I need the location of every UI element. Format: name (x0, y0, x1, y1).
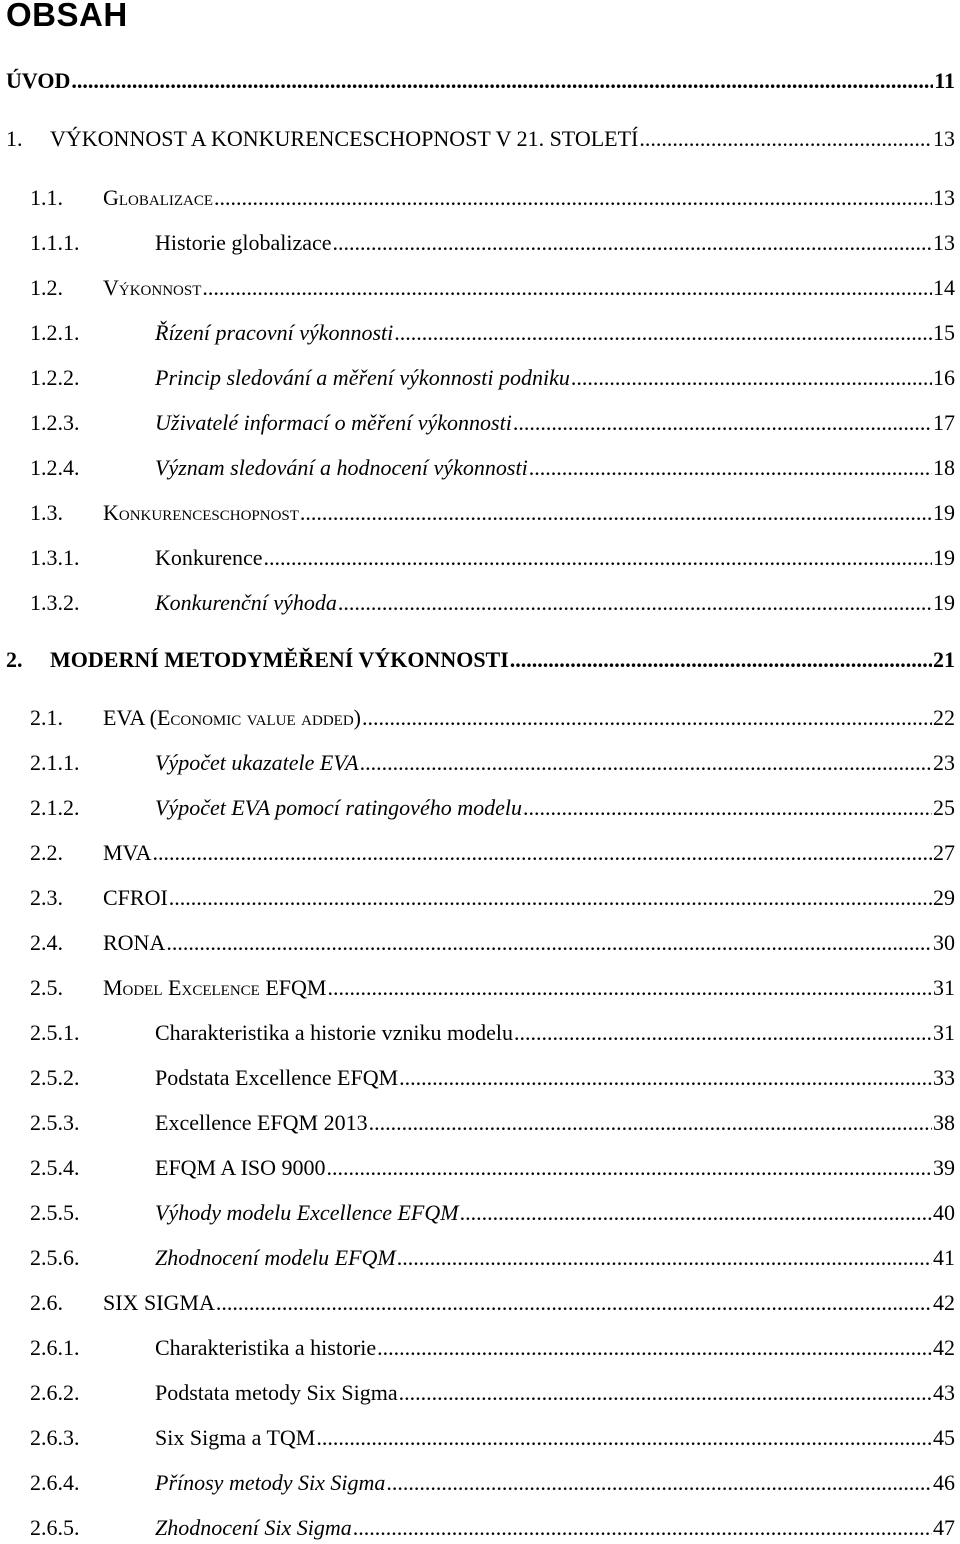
toc-entry-page: 15 (933, 320, 955, 345)
toc-leader-dots (523, 793, 932, 823)
toc-entry-number: 2.1.1. (30, 750, 80, 775)
toc-entry-title: RONA (103, 930, 166, 955)
toc-entry-number: 2.5. (30, 975, 63, 1000)
toc-entry-page: 43 (933, 1380, 955, 1405)
toc-entry-title: Six Sigma a TQM (155, 1425, 316, 1450)
toc-entry[interactable] (6, 66, 955, 96)
toc-entry-number: 1.2.4. (30, 455, 80, 480)
toc-entry-page: 21 (933, 647, 955, 672)
toc-leader-dots (216, 1288, 932, 1318)
toc-entry-title: Zhodnocení modelu EFQM (155, 1245, 396, 1270)
toc-entry-title: Řízení pracovní výkonnosti (155, 320, 394, 345)
toc-entry-title: Výhody modelu Excellence EFQM (155, 1200, 459, 1225)
toc-entry-number: 2.5.3. (30, 1110, 80, 1135)
toc-entry-page: 22 (933, 705, 955, 730)
toc-entry-page: 19 (933, 590, 955, 615)
toc-entry-page: 18 (933, 455, 955, 480)
toc-entry-title: Konkurenceschopnost (103, 500, 299, 525)
toc-entry-page: 33 (933, 1065, 955, 1090)
toc-entry-title: Charakteristika a historie vzniku modelu (155, 1020, 514, 1045)
toc-entry-number: 2.6.2. (30, 1380, 80, 1405)
toc-entry-number: 2.5.6. (30, 1245, 80, 1270)
toc-entry-page: 13 (933, 230, 955, 255)
toc-leader-dots (316, 1423, 932, 1453)
toc-leader-dots (639, 124, 932, 154)
toc-leader-dots (571, 363, 932, 393)
toc-leader-dots (369, 1108, 932, 1138)
toc-entry[interactable] (30, 793, 955, 823)
toc-leader-dots (327, 973, 932, 1003)
toc-entry[interactable] (30, 318, 955, 348)
toc-entry[interactable] (30, 498, 955, 528)
toc-entry-number: 2.6.5. (30, 1515, 80, 1540)
toc-leader-dots (153, 838, 932, 868)
toc-entry-number: 1.3. (30, 500, 63, 525)
toc-entry-title: Výpočet ukazatele EVA (155, 750, 359, 775)
toc-entry[interactable] (30, 1108, 955, 1138)
toc-entry[interactable] (30, 703, 955, 733)
toc-entry-number: 1.3.2. (30, 590, 80, 615)
toc-entry-page: 38 (933, 1110, 955, 1135)
toc-leader-dots (360, 748, 932, 778)
toc-leader-dots (166, 928, 932, 958)
toc-entry-number: 2.1. (30, 705, 63, 730)
toc-entry-title: Význam sledování a hodnocení výkonnosti (155, 455, 528, 480)
toc-leader-dots (397, 1243, 932, 1273)
toc-entry-page: 16 (933, 365, 955, 390)
toc-entry[interactable] (30, 973, 955, 1003)
toc-entry-title: Přínosy metody Six Sigma (155, 1470, 386, 1495)
toc-entry-page: 27 (933, 840, 955, 865)
toc-entry[interactable] (30, 273, 955, 303)
toc-leader-dots (202, 273, 932, 303)
toc-entry-page: 19 (933, 545, 955, 570)
toc-entry-title: Konkurence (155, 545, 263, 570)
toc-leader-dots (327, 1153, 932, 1183)
toc-entry-number: 1.3.1. (30, 545, 80, 570)
toc-entry-page: 47 (933, 1515, 955, 1540)
toc-entry-number: 2.5.5. (30, 1200, 80, 1225)
toc-entry-title: Princip sledování a měření výkonnosti podniku (155, 365, 570, 390)
toc-entry-title: CFROI (103, 885, 168, 910)
toc-entry[interactable] (30, 363, 955, 393)
toc-entry[interactable] (30, 588, 955, 618)
toc-entry[interactable] (30, 1333, 955, 1363)
toc-entry-title: Konkurenční výhoda (155, 590, 337, 615)
toc-entry[interactable] (30, 183, 955, 213)
toc-entry-title: Výkonnost (103, 275, 202, 300)
toc-entry[interactable] (30, 1423, 955, 1453)
toc-entry-number: 1. (6, 126, 23, 151)
toc-entry-title: Podstata metody Six Sigma (155, 1380, 398, 1405)
toc-entry-page: 30 (933, 930, 955, 955)
toc-leader-dots (264, 543, 932, 573)
toc-entry-page: 19 (933, 500, 955, 525)
toc-entry-number: 1.2.1. (30, 320, 80, 345)
toc-entry[interactable] (30, 228, 955, 258)
toc-leader-dots (394, 318, 932, 348)
toc-entry[interactable] (30, 928, 955, 958)
toc-entry-title: Podstata Excellence EFQM (155, 1065, 399, 1090)
toc-leader-dots (513, 408, 932, 438)
toc-entry[interactable] (30, 1288, 955, 1318)
toc-entry[interactable] (30, 543, 955, 573)
toc-entry[interactable] (6, 124, 955, 154)
toc-entry-page: 14 (933, 275, 955, 300)
toc-entry-title: Charakteristika a historie (155, 1335, 377, 1360)
toc-entry-page: 31 (933, 975, 955, 1000)
toc-entry-title: Uživatelé informací o měření výkonnosti (155, 410, 512, 435)
toc-entry-page: 13 (933, 126, 955, 151)
toc-entry-number: 2.6. (30, 1290, 63, 1315)
toc-leader-dots (333, 228, 932, 258)
toc-leader-dots (529, 453, 932, 483)
toc-entry-number: 2.5.2. (30, 1065, 80, 1090)
toc-entry-page: 17 (933, 410, 955, 435)
toc-leader-dots (362, 703, 932, 733)
toc-entry-title: Excellence EFQM 2013 (155, 1110, 368, 1135)
toc-entry-page: 42 (933, 1335, 955, 1360)
toc-entry-title: Zhodnocení Six Sigma (155, 1515, 352, 1540)
toc-entry-page: 40 (933, 1200, 955, 1225)
toc-entry-number: 1.2.3. (30, 410, 80, 435)
toc-leader-dots (353, 1513, 932, 1543)
toc-entry-page: 25 (933, 795, 955, 820)
toc-entry-number: 1.2.2. (30, 365, 80, 390)
toc-entry-page: 13 (933, 185, 955, 210)
toc-entry-page: 31 (933, 1020, 955, 1045)
toc-entry-page: 39 (933, 1155, 955, 1180)
toc-entry-number: 2.5.1. (30, 1020, 80, 1045)
toc-entry[interactable] (30, 838, 955, 868)
toc-entry-page: 42 (933, 1290, 955, 1315)
toc-leader-dots (514, 1018, 932, 1048)
toc-entry-page: 29 (933, 885, 955, 910)
toc-entry-number: 2.6.3. (30, 1425, 80, 1450)
toc-entry[interactable] (30, 1513, 955, 1543)
toc-entry[interactable] (30, 883, 955, 913)
toc-entry-title: SIX SIGMA (103, 1290, 215, 1315)
toc-entry-number: 2.6.4. (30, 1470, 80, 1495)
toc-entry-title: EVA (Economic value added) (103, 705, 361, 730)
toc-entry-number: 1.2. (30, 275, 63, 300)
toc-leader-dots (399, 1378, 932, 1408)
toc-entry[interactable] (30, 1063, 955, 1093)
toc-entry[interactable] (30, 1153, 955, 1183)
toc-entry-number: 2.6.1. (30, 1335, 80, 1360)
toc-entry-page: 23 (933, 750, 955, 775)
toc-entry[interactable] (30, 408, 955, 438)
toc-entry-number: 2.2. (30, 840, 63, 865)
toc-entry-title: ÚVOD (6, 68, 71, 93)
toc-leader-dots (460, 1198, 932, 1228)
toc-entry-page: 11 (934, 68, 955, 93)
toc-leader-dots (510, 645, 932, 675)
toc-entry[interactable] (30, 1198, 955, 1228)
toc-entry-title: Historie globalizace (155, 230, 332, 255)
toc-leader-dots (338, 588, 932, 618)
toc-entry[interactable] (30, 1018, 955, 1048)
toc-entry-page: 45 (933, 1425, 955, 1450)
toc-entry[interactable] (6, 645, 955, 675)
toc-entry-title: EFQM A ISO 9000 (155, 1155, 326, 1180)
toc-entry-number: 2.3. (30, 885, 63, 910)
toc-entry-title: MODERNÍ METODYMĚŘENÍ VÝKONNOSTI (50, 647, 509, 672)
toc-leader-dots (300, 498, 932, 528)
toc-entry-page: 41 (933, 1245, 955, 1270)
toc-entry-title: Model Excelence EFQM (103, 975, 327, 1000)
toc-entry-title: Globalizace (103, 185, 214, 210)
toc-entry-number: 1.1.1. (30, 230, 80, 255)
toc-entry[interactable] (30, 1468, 955, 1498)
toc-entry-number: 1.1. (30, 185, 63, 210)
toc-entry-page: 46 (933, 1470, 955, 1495)
toc-leader-dots (399, 1063, 932, 1093)
toc-entry-number: 2.4. (30, 930, 63, 955)
toc-leader-dots (214, 183, 932, 213)
toc-entry-number: 2.5.4. (30, 1155, 80, 1180)
toc-leader-dots (169, 883, 932, 913)
toc-entry-title: MVA (103, 840, 152, 865)
toc-leader-dots (377, 1333, 932, 1363)
toc-entry[interactable] (30, 748, 955, 778)
toc-entry-title: Výpočet EVA pomocí ratingového modelu (155, 795, 522, 820)
toc-entry-title: VÝKONNOST A KONKURENCESCHOPNOST V 21. STOLETÍ (50, 126, 639, 151)
toc-entry-number: 2. (6, 647, 23, 672)
toc-entry[interactable] (30, 453, 955, 483)
toc-leader-dots (71, 66, 933, 96)
toc-leader-dots (386, 1468, 932, 1498)
toc-entry-number: 2.1.2. (30, 795, 80, 820)
toc-entry[interactable] (30, 1243, 955, 1273)
toc-entry[interactable] (30, 1378, 955, 1408)
page-title: OBSAH (6, 0, 128, 33)
